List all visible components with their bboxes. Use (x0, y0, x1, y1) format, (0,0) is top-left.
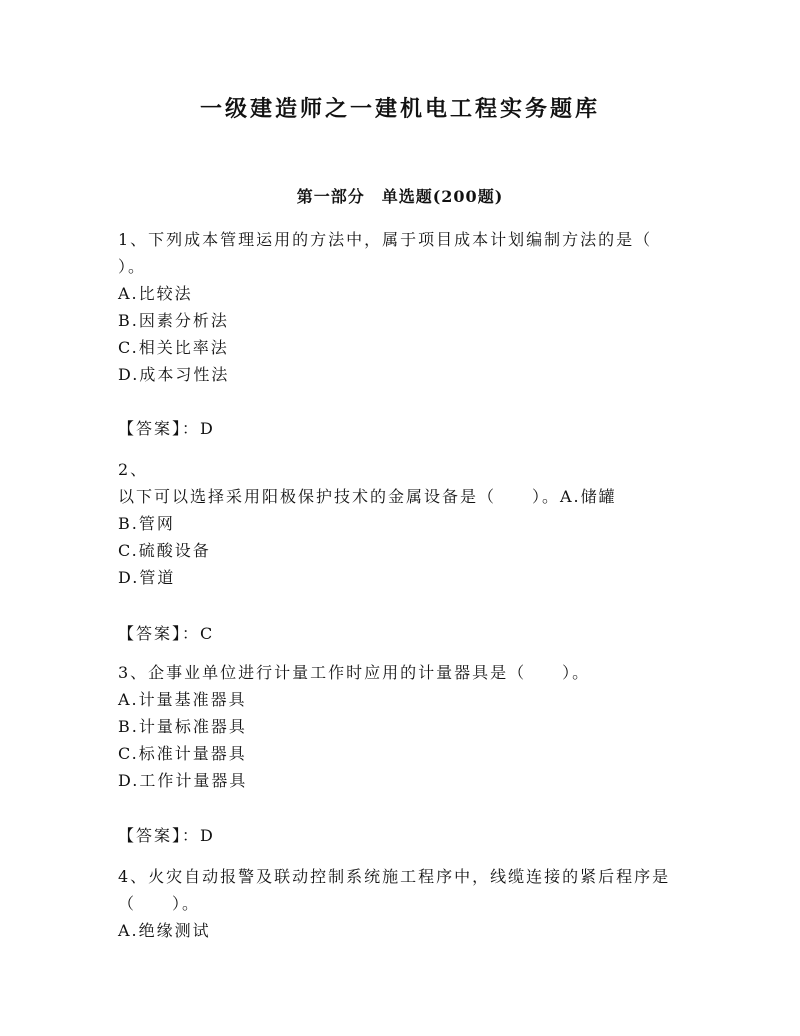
question-2-option-c: C.硫酸设备 (118, 541, 211, 560)
question-1-option-a: A.比较法 (118, 284, 193, 303)
question-2-stem-line-2: 以下可以选择采用阳极保护技术的金属设备是（ ）。A.储罐 (118, 487, 617, 506)
question-1-answer: 【答案】：D (118, 419, 215, 438)
question-1-stem-line-1: 1、下列成本管理运用的方法中，属于项目成本计划编制方法的是（ (118, 230, 653, 249)
question-1-option-b: B.因素分析法 (118, 311, 229, 330)
question-3-answer: 【答案】：D (118, 826, 215, 845)
question-4-stem-line-2: （ ）。 (118, 894, 201, 913)
question-3-option-d: D.工作计量器具 (118, 771, 248, 790)
question-2-option-b: B.管网 (118, 514, 175, 533)
question-4-option-a: A.绝缘测试 (118, 921, 211, 940)
question-1-option-d: D.成本习性法 (118, 365, 230, 384)
question-3-option-c: C.标准计量器具 (118, 744, 247, 763)
question-1-stem-line-2: ）。 (118, 257, 147, 276)
question-4-stem-line-1: 4、火灾自动报警及联动控制系统施工程序中，线缆连接的紧后程序是 (118, 867, 671, 886)
page-title: 一级建造师之一建机电工程实务题库 (199, 96, 600, 122)
question-2-stem-line-1: 2、 (118, 460, 149, 479)
question-3-stem: 3、企事业单位进行计量工作时应用的计量器具是（ ）。 (118, 663, 591, 682)
question-2-option-d: D.管道 (118, 568, 176, 587)
question-2-answer: 【答案】：C (118, 624, 215, 643)
question-3-option-b: B.计量标准器具 (118, 717, 247, 736)
question-1-option-c: C.相关比率法 (118, 338, 229, 357)
section-heading: 第一部分 单选题(200题) (296, 187, 504, 206)
question-3-option-a: A.计量基准器具 (118, 690, 247, 709)
